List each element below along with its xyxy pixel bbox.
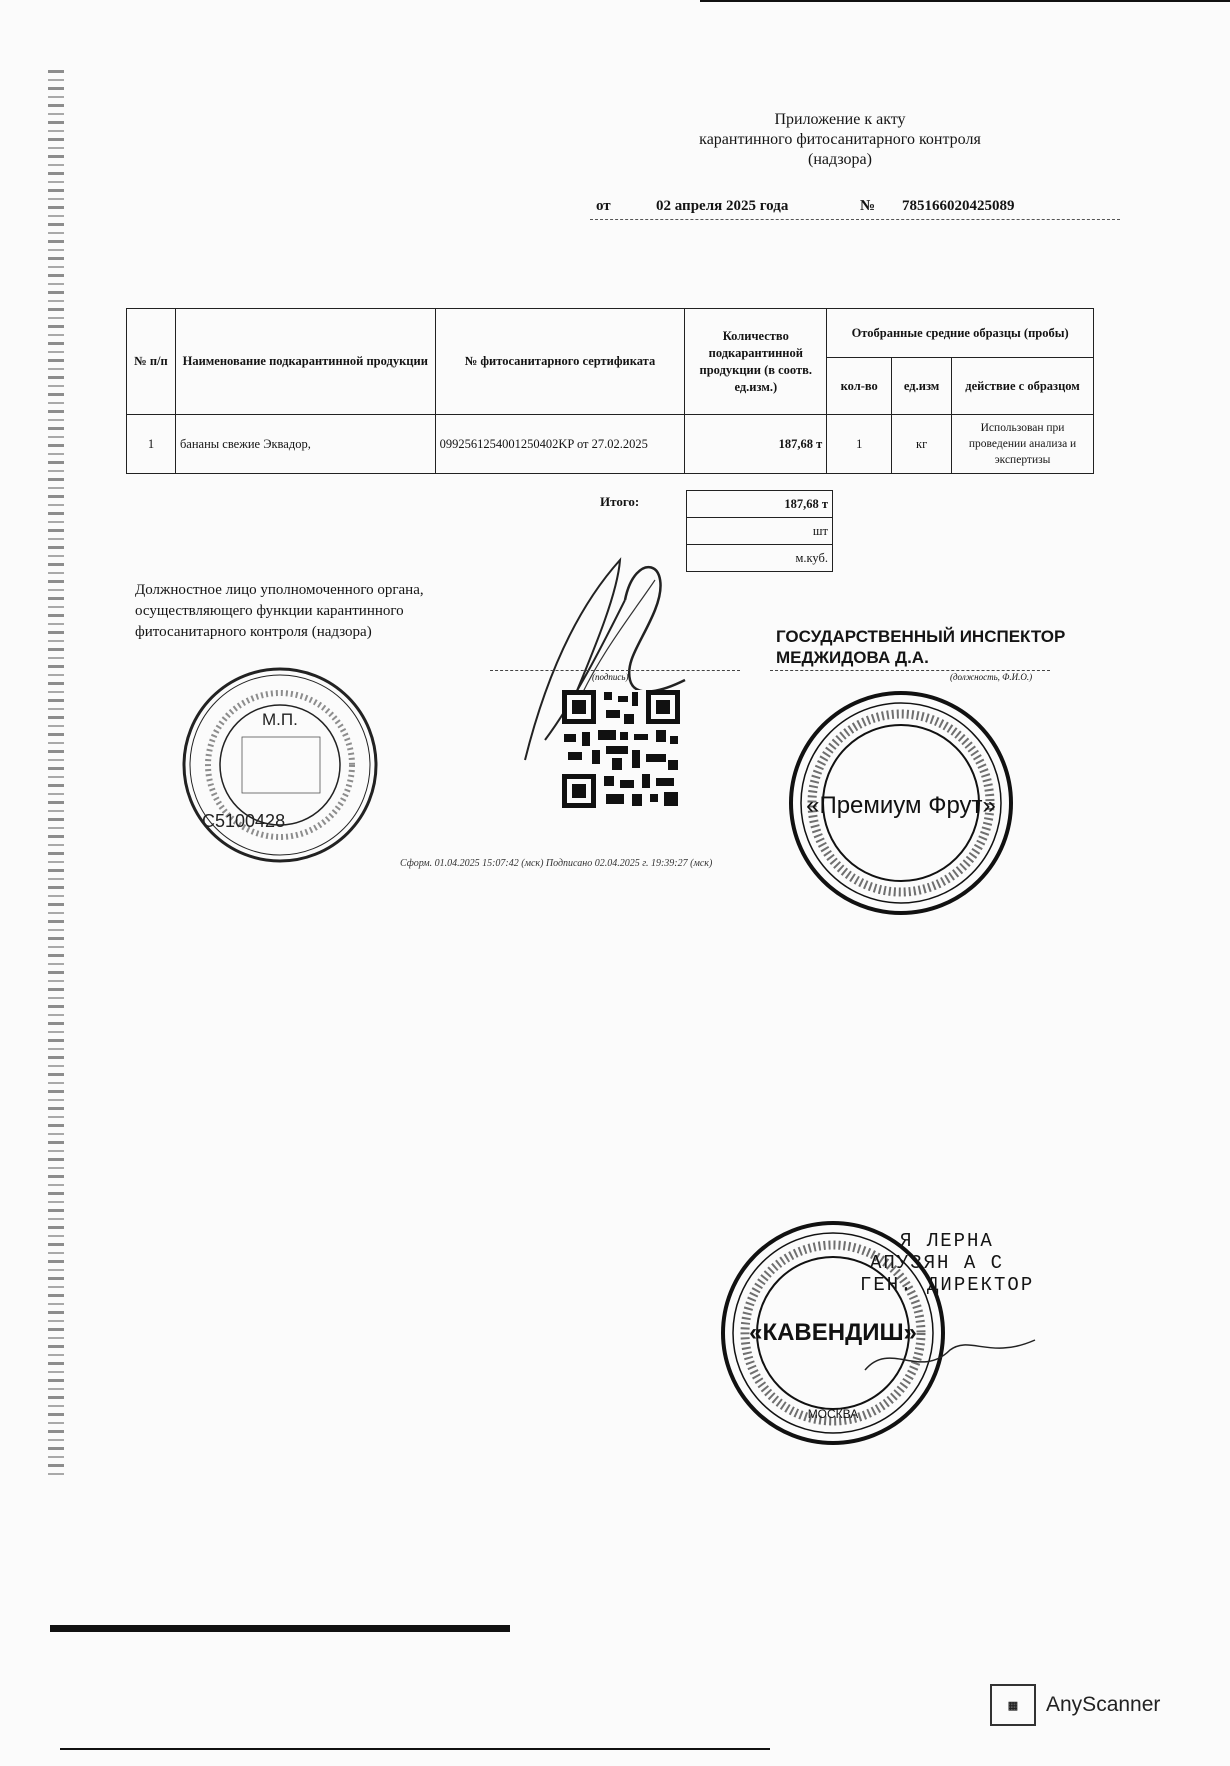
anyscanner-brand: AnyScanner (1046, 1693, 1161, 1716)
bottom-edge-line (60, 1748, 770, 1750)
left-official-stamp (180, 665, 380, 870)
stamp-code: С5100428 (202, 811, 286, 831)
total-label: Итого: (600, 494, 640, 509)
col-product-header: Наименование подкарантинной продукции (175, 309, 435, 415)
table-row (127, 415, 1094, 474)
col-samples-header: Отобранные средние образцы (пробы) (827, 309, 1094, 358)
inspector-block (776, 626, 1065, 668)
signed-timestamps: Сформ. 01.04.2025 15:07:42 (мск) Подписано 02.04.2025 г. 19:39:27 (мск) (400, 858, 713, 869)
total-tons: 187,68 т (687, 491, 833, 518)
row-certificate: 0992561254001250402KP от 27.02.2025 (435, 415, 685, 474)
director-signature-block (860, 1230, 1034, 1296)
act-number: 785166020425089 (902, 198, 1015, 214)
total-pieces: шт (687, 518, 833, 545)
signature-line (490, 670, 740, 671)
inspector-position: ГОСУДАРСТВЕННЫЙ ИНСПЕКТОР (776, 627, 1066, 646)
director-line-3: ГЕН. ДИРЕКТОР (860, 1274, 1035, 1296)
director-signature (860, 1330, 1040, 1390)
row-quantity: 187,68 т (685, 415, 827, 474)
act-date: 02 апреля 2025 года (656, 198, 789, 214)
qr-code (562, 690, 680, 808)
scan-bottom-artifact (50, 1625, 510, 1632)
anyscanner-watermark (990, 1684, 1160, 1726)
director-line-2: АПУЗЯН А С (870, 1252, 1005, 1274)
official-block (135, 580, 424, 643)
stamp-mp: М.П. (262, 710, 298, 729)
col-unit-header: ед.изм (892, 358, 952, 415)
top-edge-line (700, 0, 1230, 2)
official-line-1: Должностное лицо уполномоченного органа, (135, 582, 424, 598)
row-action: Использован при проведении анализа и экспертизы (952, 415, 1094, 474)
scan-edge-artifact (48, 70, 64, 1480)
col-num-header: № п/п (127, 309, 176, 415)
header-underline (590, 219, 1120, 220)
header-line-2: карантинного фитосанитарного контроля (699, 131, 981, 148)
col-certificate-header: № фитосанитарного сертификата (435, 309, 685, 415)
total-cubic: м.куб. (687, 545, 833, 572)
header-line-3: (надзора) (808, 151, 872, 168)
premium-frut-name: «Премиум Фрут» (806, 792, 996, 819)
row-product: бананы свежие Эквадор, (175, 415, 435, 474)
document-header (600, 110, 1080, 170)
from-label: от (596, 198, 611, 214)
header-line-1: Приложение к акту (774, 111, 906, 128)
inspector-name: МЕДЖИДОВА Д.А. (776, 648, 929, 667)
row-count: 1 (827, 415, 892, 474)
row-unit: кг (892, 415, 952, 474)
name-line (770, 670, 1050, 671)
products-table (126, 308, 1094, 474)
official-line-3: фитосанитарного контроля (надзора) (135, 624, 372, 640)
scanner-icon: ▦ (990, 1684, 1036, 1726)
kavendish-name: «КАВЕНДИШ» (749, 1319, 917, 1346)
col-quantity-header: Количество подкарантинной продукции (в соотв. ед.изм.) (685, 309, 827, 415)
col-count-header: кол-во (827, 358, 892, 415)
director-line-1: Я ЛЕРНА (900, 1230, 994, 1252)
kavendish-city: МОСКВА (807, 1407, 859, 1421)
official-line-2: осуществляющего функции карантинного (135, 603, 404, 619)
premium-frut-stamp (786, 688, 1016, 923)
name-caption: (должность, Ф.И.О.) (950, 672, 1033, 682)
row-num: 1 (127, 415, 176, 474)
number-label: № (860, 198, 876, 214)
totals-table (686, 490, 833, 572)
col-action-header: действие с образцом (952, 358, 1094, 415)
signature-caption: (подпись) (592, 672, 629, 682)
